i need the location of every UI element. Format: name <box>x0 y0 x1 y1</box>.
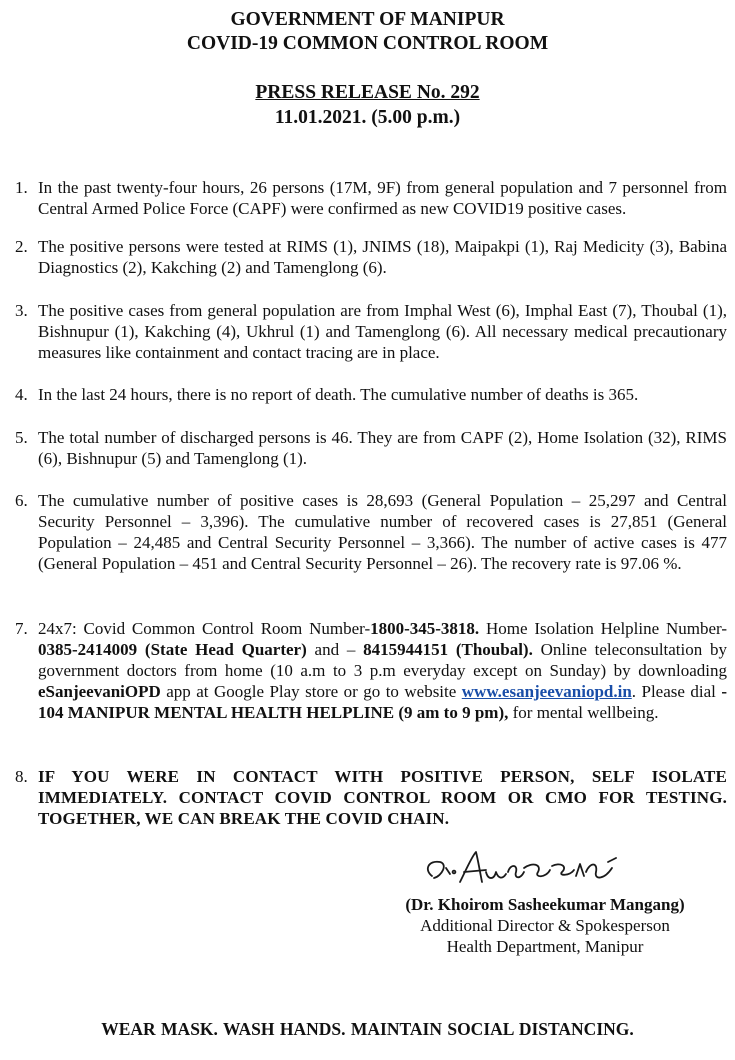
list-item-number: 4. <box>15 385 28 404</box>
list-item-1 <box>15 177 727 219</box>
helpline-intro-text: Home Isolation Helpline Number- <box>479 619 727 638</box>
list-item-number: 2. <box>15 237 28 256</box>
list-item-text: The total number of discharged persons is 46. They are from CAPF (2), Home Isolation (32), RIMS (6), Bishnupur (5) and Tamenglong (1). <box>38 428 727 468</box>
list-item-number: 5. <box>15 428 28 447</box>
play-store-text: app at Google Play store or go to website <box>160 682 462 701</box>
wellbeing-text: for mental wellbeing. <box>508 703 659 722</box>
thoubal-phone: 8415944151 (Thoubal). <box>363 640 533 659</box>
list-item-2 <box>15 236 727 278</box>
teleconsultation-text: Online teleconsultation by government doctors from home (10 a.m to 3 p.m everyday except on Sunday) by downloading <box>38 640 728 680</box>
list-item-text: In the last 24 hours, there is no report of death. The cumulative number of deaths is 365. <box>38 385 639 404</box>
list-item-3 <box>15 300 727 363</box>
handwritten-signature <box>420 842 640 898</box>
list-item-number: 8. <box>15 767 28 786</box>
connector-text: and – <box>306 640 364 659</box>
government-heading: GOVERNMENT OF MANIPUR <box>230 9 505 30</box>
list-item-text: The cumulative number of positive cases is 28,693 (General Population – 25,297 and Central Security Personnel – 3,396). The cumulative number of recovered cases is 27,851 (General Population – 24,485 and Central Security Personnel – 3,366). The number of active cases is 477 (General Population – 451 and Central Security Personnel – 26). The recovery rate is 97.06 %. <box>38 491 727 573</box>
contact-intro-text: 24x7: Covid Common Control Room Number- <box>38 619 371 638</box>
signatory-department: Health Department, Manipur <box>446 937 644 956</box>
list-item-text <box>38 618 727 723</box>
mental-health-helpline: - 104 MANIPUR MENTAL HEALTH HELPLINE (9 am to 9 pm), <box>38 682 727 722</box>
list-item-number: 6. <box>15 491 28 510</box>
list-item-text: The positive cases from general population are from Imphal West (6), Imphal East (7), Thoubal (1), Bishnupur (1), Kakching (4), Ukhrul (1) and Tamenglong (6). All necessary medical precautionary measures like containment and contact tracing are in place. <box>38 301 727 362</box>
list-item-6 <box>15 490 727 574</box>
list-item-7 <box>15 618 727 723</box>
app-name: eSanjeevaniOPD <box>38 682 161 701</box>
signatory-title: Additional Director & Spokesperson <box>420 916 670 935</box>
list-item-text: In the past twenty-four hours, 26 persons (17M, 9F) from general population and 7 personnel from Central Armed Police Force (CAPF) were confirmed as new COVID19 positive cases. <box>38 178 727 218</box>
dial-text: . Please dial <box>631 682 722 701</box>
esanjeevani-website-link[interactable]: www.esanjeevaniopd.in <box>461 682 632 701</box>
state-hq-phone: 0385-2414009 (State Head Quarter) <box>38 640 307 659</box>
list-item-8 <box>15 766 727 829</box>
control-room-heading: COVID-19 COMMON CONTROL ROOM <box>186 33 549 54</box>
list-item-number: 7. <box>15 619 28 638</box>
list-item-text: The positive persons were tested at RIMS (1), JNIMS (18), Maipakpi (1), Raj Medicity (3), Babina Diagnostics (2), Kakching (2) and Tamenglong (6). <box>38 237 727 277</box>
list-item-number: 3. <box>15 301 28 320</box>
signatory-name: (Dr. Khoirom Sasheekumar Mangang) <box>405 895 685 914</box>
control-room-phone: 1800-345-3818. <box>370 619 480 638</box>
list-item-number: 1. <box>15 178 28 197</box>
list-item-4 <box>15 384 727 405</box>
press-release-date: 11.01.2021. (5.00 p.m.) <box>274 107 461 128</box>
safety-slogan-footer: WEAR MASK. WASH HANDS. MAINTAIN SOCIAL DISTANCING. <box>101 1019 634 1039</box>
self-isolate-notice: IF YOU WERE IN CONTACT WITH POSITIVE PERSON, SELF ISOLATE IMMEDIATELY. CONTACT COVID CONTROL ROOM OR CMO FOR TESTING. TOGETHER, WE CAN BREAK THE COVID CHAIN. <box>38 767 727 828</box>
press-release-number: PRESS RELEASE No. 292 <box>255 82 480 103</box>
list-item-5 <box>15 427 727 469</box>
